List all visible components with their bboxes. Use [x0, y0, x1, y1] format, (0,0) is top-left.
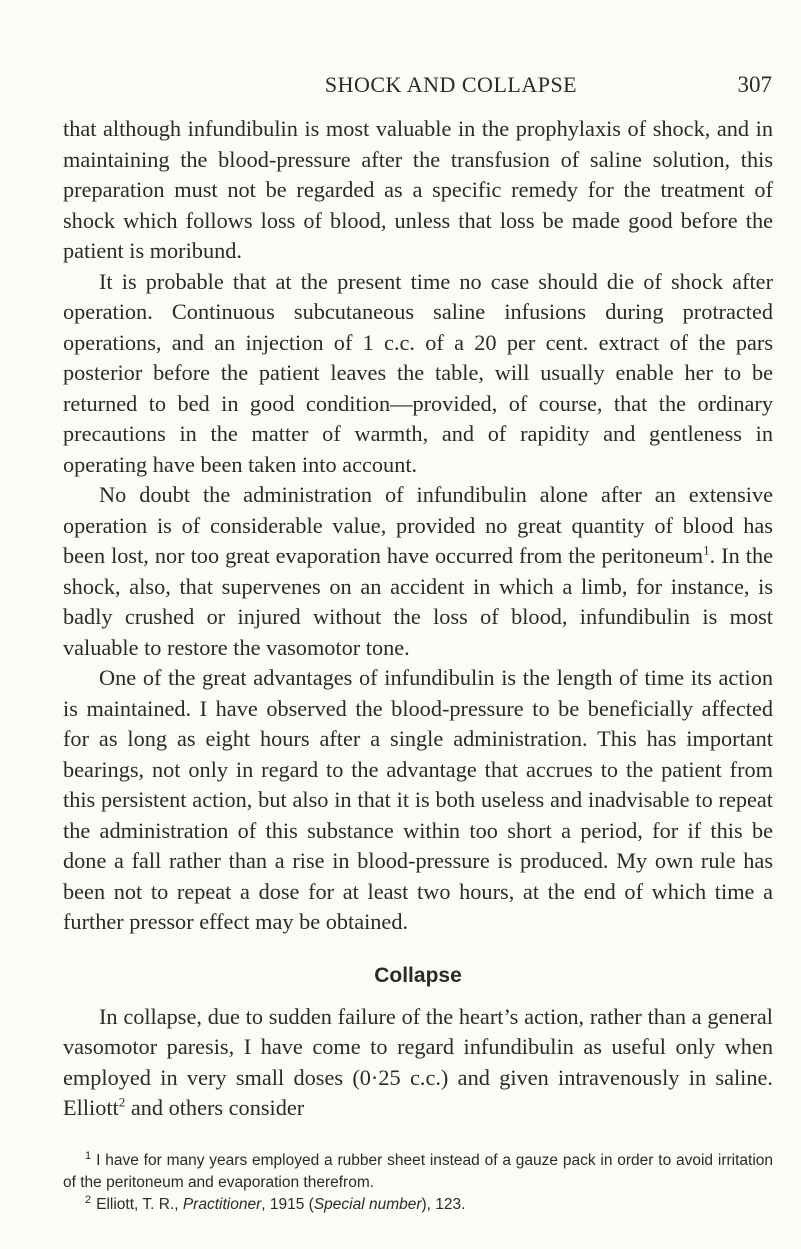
footnote-2-pages: ), 123. — [421, 1196, 466, 1213]
footnote-1 — [63, 1150, 773, 1194]
body-text — [63, 114, 773, 1124]
paragraph-2: It is probable that at the present time no case should die of shock after operation. Continuous subcutaneous saline infusions during protracted operations, and an injection of 1 c.c. of a 20 per cent. extract of the pars posterior before the patient leaves the table, will usually enable her to be returned to bed in good condition—provided, of course, that the ordinary precautions in the matter of warmth, and of rapidity and gentleness in operating have been taken into account. — [63, 268, 773, 477]
page-number: 307 — [737, 72, 772, 97]
paragraph-3 — [63, 480, 773, 663]
running-head: SHOCK AND COLLAPSE — [324, 72, 578, 97]
section-heading-collapse: Collapse — [374, 963, 462, 987]
footnote-mark-2: 2 — [85, 1193, 92, 1206]
paragraph-5 — [63, 1002, 773, 1124]
paragraph-4: One of the great advantages of infundibulin is the length of time its action is maintained. I have observed the blood-pressure to be beneficially affected for as long as eight hours after a single administration. This has important bearings, not only in regard to the advantage that accrues to the patient from this persistent action, but also in that it is both useless and inadvisable to repeat the administration of this substance within too short a period, for if this be done a fall rather than a rise in blood-pressure is produced. My own rule has been not to repeat a dose for at least two hours, at the end of which time a further pressor effect may be obtained. — [63, 665, 773, 934]
paragraph-5-text-before: In collapse, due to sudden failure of the heart’s action, rather than a general vasomotor paresis, I have come to regard infundibulin as useful only when employed in very small doses (0·25 c.c.) and given intravenously in saline. Elliott — [63, 1003, 773, 1120]
paragraph-3-text-after: . In the shock, also, that supervenes on an accident in which a limb, for instance, is badly crushed or injured without the loss of blood, infundibulin is most valuable to restore the vasomotor tone. — [63, 543, 773, 660]
paragraph-1: that although infundibulin is most valuable in the prophylaxis of shock, and in maintaining the blood-pressure after the transfusion of saline solution, this preparation must not be regarded as a specific remedy for the treatment of shock which follows loss of blood, unless that loss be made good before the patient is moribund. — [63, 116, 773, 263]
footnote-2 — [63, 1194, 773, 1216]
footnote-1-text: I have for many years employed a rubber sheet instead of a gauze pack in order to avoid irritation of the peritoneum and evaporation therefrom. — [63, 1152, 773, 1191]
footnote-2-journal: Practitioner — [182, 1196, 262, 1213]
footnote-reference-1[interactable]: 1 — [703, 542, 710, 558]
footnote-reference-2[interactable]: 2 — [118, 1094, 126, 1110]
footnote-2-year: , 1915 ( — [261, 1196, 314, 1213]
page-header — [130, 72, 772, 106]
footnotes — [63, 1150, 773, 1216]
paragraph-3-text-before: No doubt the administration of infundibulin alone after an extensive operation is of considerable value, provided no great quantity of blood has been lost, nor too great evaporation have occurred from the peritoneum — [63, 482, 773, 568]
footnote-2-issue: Special number — [313, 1196, 422, 1213]
paragraph-5-text-after: and others consider — [125, 1095, 305, 1120]
footnote-2-author: Elliott, T. R., — [96, 1196, 183, 1213]
footnote-mark-1: 1 — [85, 1149, 92, 1162]
